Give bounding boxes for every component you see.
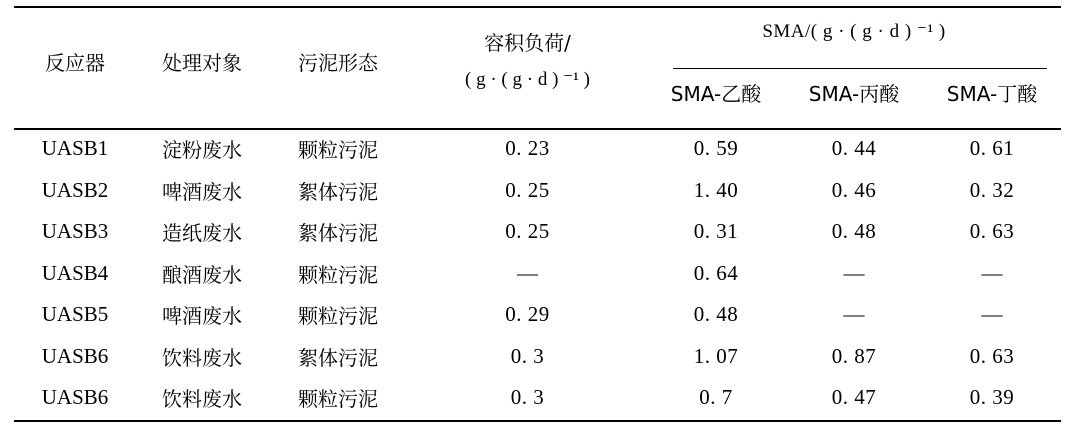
cell-load: 0. 3 xyxy=(510,385,545,410)
cell-sludge: 颗粒污泥 xyxy=(298,262,378,287)
cell-sma-butyric: — xyxy=(981,302,1003,327)
cell-object: 酿酒废水 xyxy=(162,262,242,287)
cell-sma-acetic: 0. 31 xyxy=(693,219,739,244)
cell-sma-propionic: — xyxy=(843,302,865,327)
table-head xyxy=(14,0,1061,122)
header-row-group xyxy=(14,0,1061,62)
cell-sma-acetic: 1. 07 xyxy=(693,343,739,368)
cell-load: 0. 25 xyxy=(505,219,550,244)
cell-reactor: UASB1 xyxy=(41,136,109,161)
table-bottom-rule xyxy=(14,420,1061,422)
column-header-sma-propionic: SMA-丙酸 xyxy=(808,81,900,106)
cell-load: 0. 29 xyxy=(505,302,550,327)
cell-sludge: 颗粒污泥 xyxy=(298,138,378,163)
cell-object: 啤酒废水 xyxy=(162,179,242,204)
cell-object: 饮料废水 xyxy=(162,387,242,412)
cell-sludge: 絮体污泥 xyxy=(298,221,378,246)
table-top-rule xyxy=(14,6,1061,8)
column-header-sludge: 污泥形态 xyxy=(298,50,378,75)
cell-sma-propionic: 0. 87 xyxy=(831,343,877,368)
cell-reactor: UASB2 xyxy=(41,177,109,202)
cell-sludge: 絮体污泥 xyxy=(298,179,378,204)
cell-sma-propionic: 0. 48 xyxy=(831,219,877,244)
table-row xyxy=(14,336,1061,378)
volumetric-load-label: 容积负荷/ xyxy=(484,30,571,55)
cell-sma-propionic: — xyxy=(843,260,865,285)
cell-reactor: UASB5 xyxy=(41,302,109,327)
column-header-volumetric-load xyxy=(408,0,647,122)
cell-sma-butyric: 0. 63 xyxy=(969,343,1015,368)
cell-sma-butyric: 0. 32 xyxy=(969,177,1015,202)
cell-sma-propionic: 0. 44 xyxy=(831,136,877,161)
volumetric-load-unit: ( g · ( g · d ) ⁻¹ ) xyxy=(465,68,590,90)
cell-object: 饮料废水 xyxy=(162,345,242,370)
cell-load: 0. 25 xyxy=(505,177,550,202)
cell-sma-butyric: — xyxy=(981,260,1003,285)
cell-reactor: UASB3 xyxy=(41,219,109,244)
table-row xyxy=(14,377,1061,419)
table-row xyxy=(14,211,1061,253)
cell-sma-butyric: 0. 63 xyxy=(969,219,1015,244)
cell-sludge: 颗粒污泥 xyxy=(298,387,378,412)
cell-load: 0. 3 xyxy=(510,343,545,368)
cell-reactor: UASB6 xyxy=(41,385,109,410)
cell-sma-acetic: 0. 59 xyxy=(693,136,739,161)
header-bottom-rule xyxy=(14,128,1061,130)
cell-reactor: UASB4 xyxy=(41,260,109,285)
column-group-header-sma: SMA/( g · ( g · d ) ⁻¹ ) xyxy=(762,20,946,42)
cell-sma-acetic: 0. 64 xyxy=(693,260,739,285)
cell-object: 啤酒废水 xyxy=(162,304,242,329)
cell-sma-acetic: 1. 40 xyxy=(693,177,739,202)
sma-data-table xyxy=(14,0,1061,419)
cell-object: 造纸废水 xyxy=(162,221,242,246)
cell-sma-butyric: 0. 39 xyxy=(969,385,1015,410)
cell-load: 0. 23 xyxy=(505,136,550,161)
column-header-reactor: 反应器 xyxy=(45,50,105,75)
cell-sma-acetic: 0. 7 xyxy=(699,385,733,410)
cell-object: 淀粉废水 xyxy=(162,138,242,163)
cell-sma-propionic: 0. 47 xyxy=(831,385,877,410)
cell-sludge: 絮体污泥 xyxy=(298,345,378,370)
table-row xyxy=(14,253,1061,295)
cell-sma-acetic: 0. 48 xyxy=(693,302,739,327)
cell-reactor: UASB6 xyxy=(41,343,109,368)
table-row xyxy=(14,294,1061,336)
sma-group-rule xyxy=(673,68,1047,69)
column-header-sma-acetic: SMA-乙酸 xyxy=(670,81,762,106)
table-row xyxy=(14,170,1061,212)
cell-sma-propionic: 0. 46 xyxy=(831,177,877,202)
column-header-sma-butyric: SMA-丁酸 xyxy=(946,81,1038,106)
cell-load: — xyxy=(517,260,538,285)
table-body xyxy=(14,122,1061,419)
cell-sludge: 颗粒污泥 xyxy=(298,304,378,329)
cell-sma-butyric: 0. 61 xyxy=(969,136,1015,161)
column-header-object: 处理对象 xyxy=(162,50,242,75)
